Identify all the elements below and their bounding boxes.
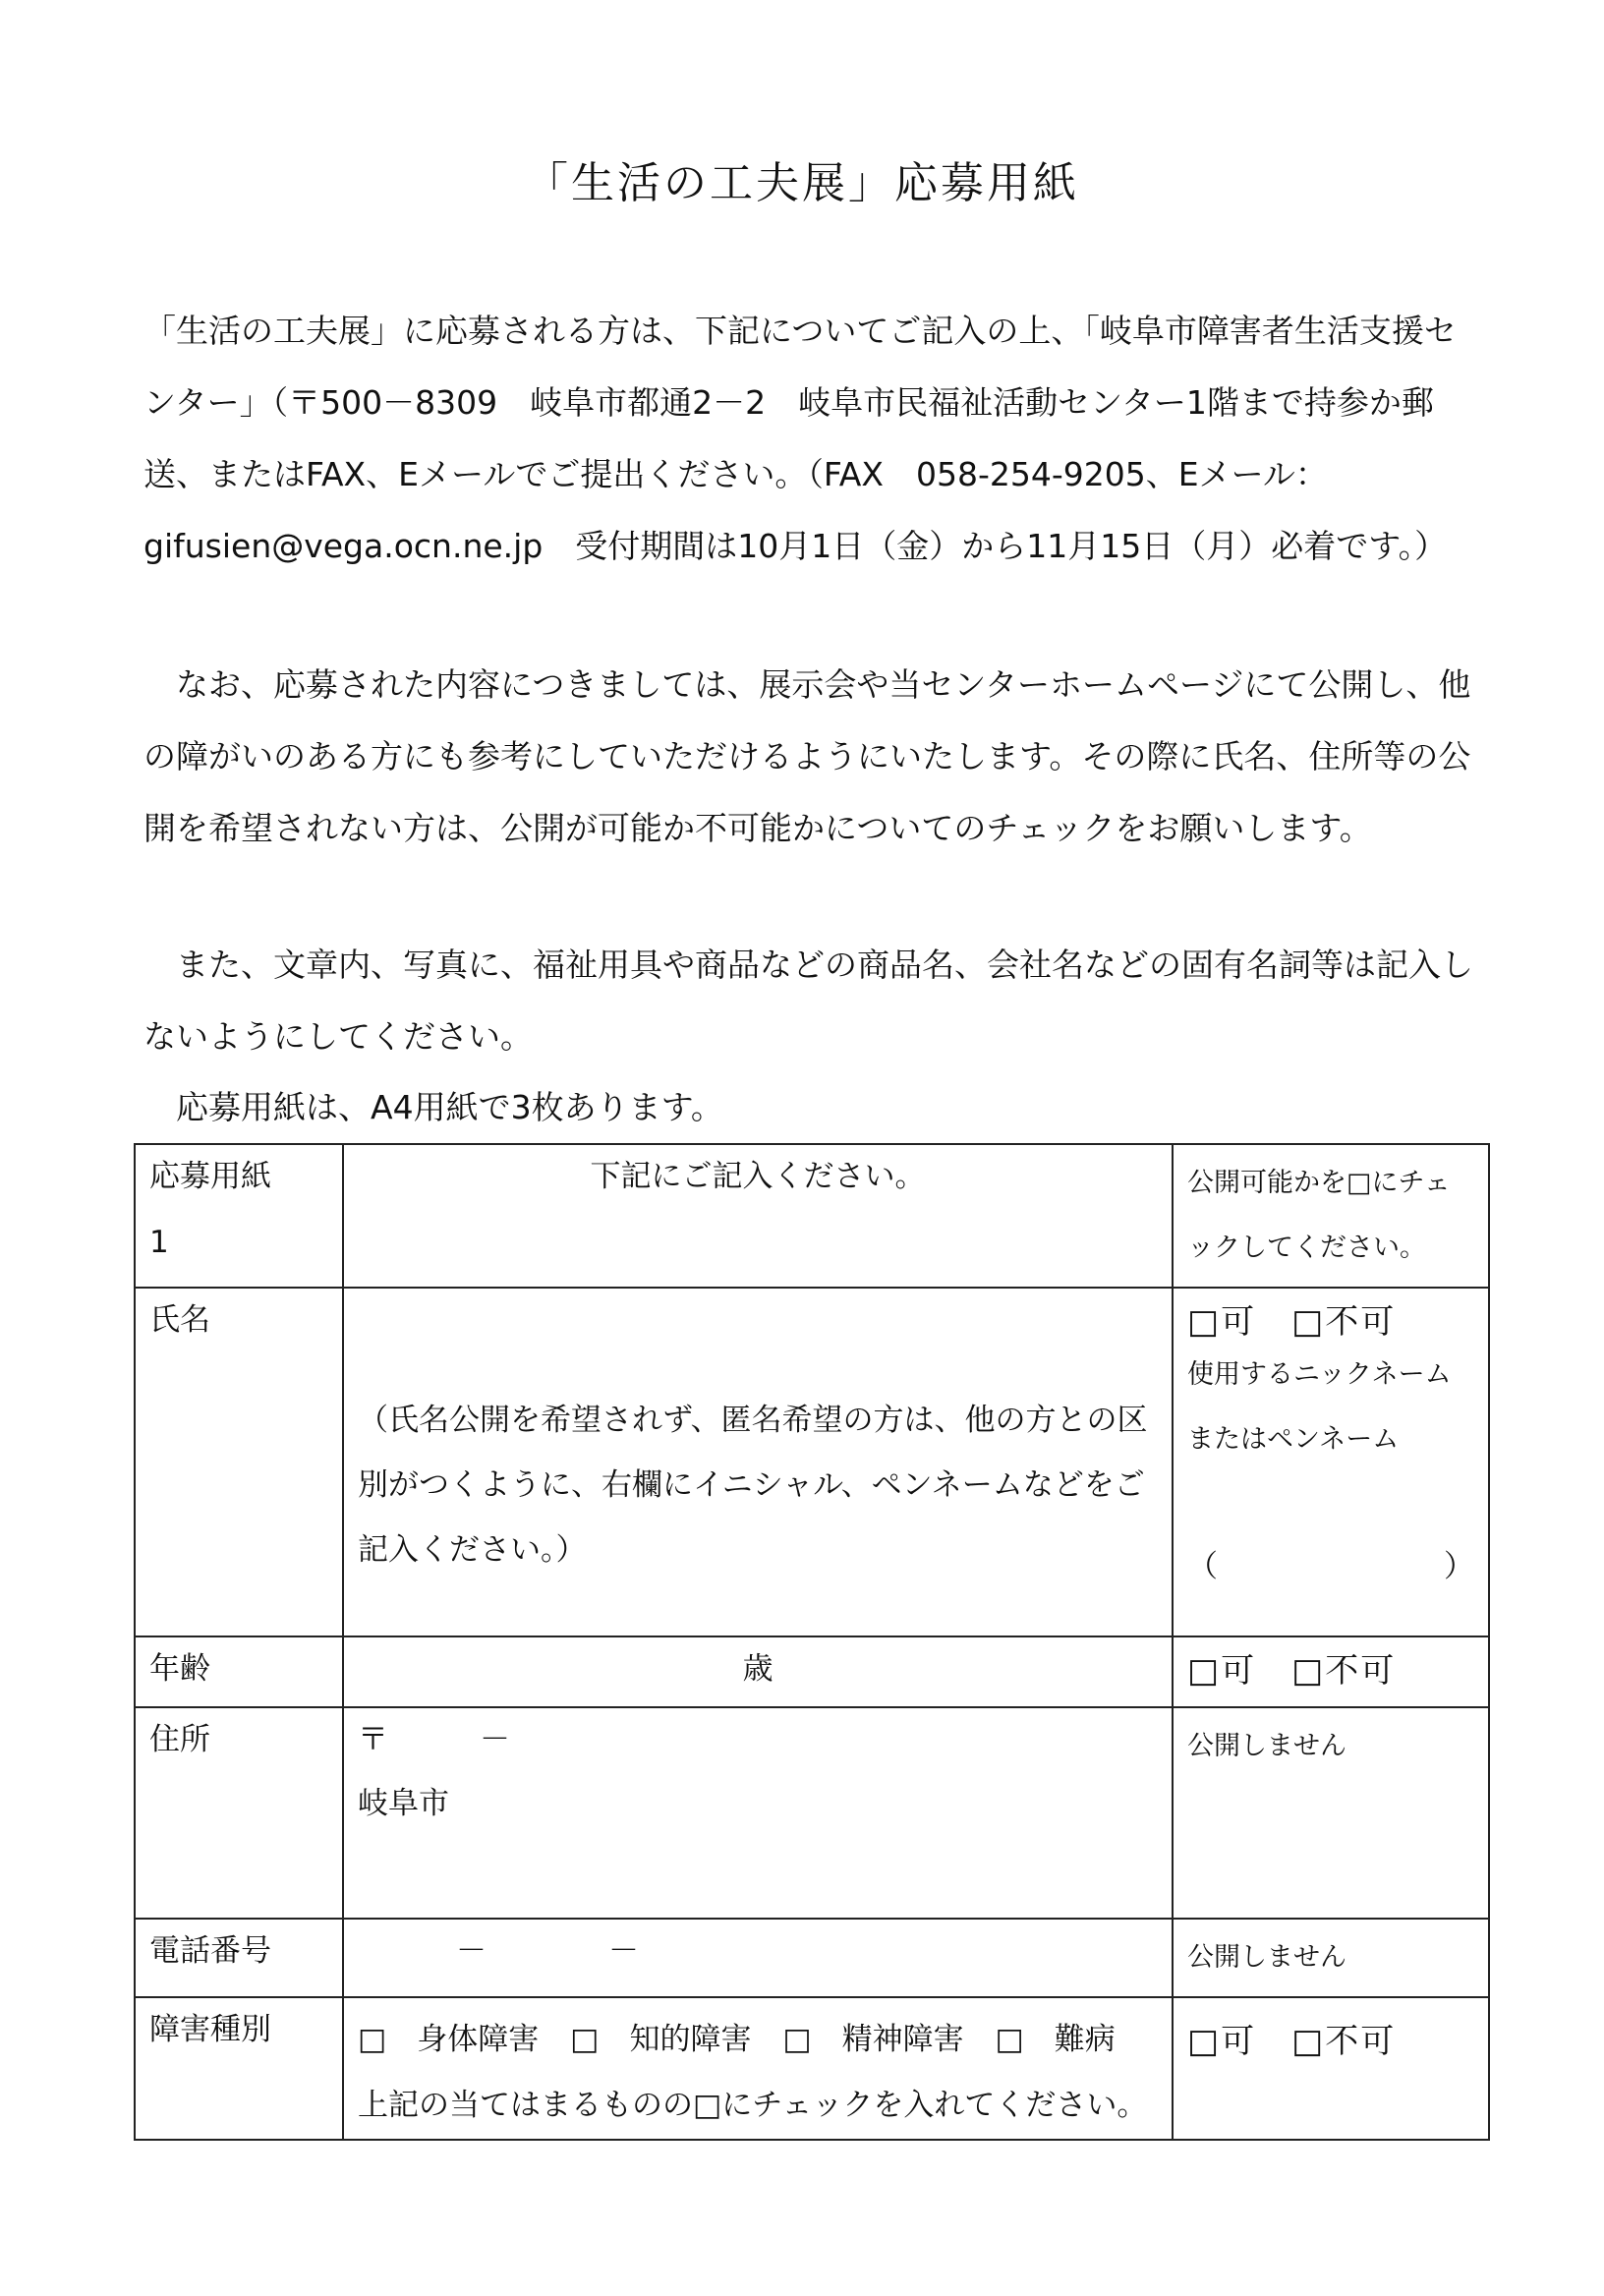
header-row [135,1144,1489,1288]
address-label: 住所 [149,1722,210,1757]
mental-disability-checkbox[interactable]: □ 精神障害 [782,2022,964,2057]
name-label-cell [135,1288,343,1636]
phone-row [135,1919,1489,1997]
intellectual-disability-checkbox[interactable]: □ 知的障害 [570,2022,752,2057]
address-row [135,1707,1489,1919]
age-input-cell[interactable] [343,1636,1173,1707]
sheet-count-paragraph: 応募用紙は、A4用紙で3枚あります。 [176,1088,723,1126]
name-row [135,1288,1489,1636]
city-name: 岐阜市 [358,1786,449,1821]
disability-options-cell [343,1997,1173,2140]
header-label-cell [135,1144,343,1288]
form-title: 「生活の工夫展」応募用紙 [525,158,1079,208]
name-label: 氏名 [149,1302,210,1338]
name-check-cell [1173,1288,1489,1636]
age-row [135,1636,1489,1707]
intractable-disease-checkbox[interactable]: □ 難病 [995,2022,1116,2057]
physical-disability-checkbox[interactable]: □ 身体障害 [358,2022,540,2057]
age-unit: 歳 [742,1651,773,1687]
phone-label: 電話番号 [149,1933,271,1969]
phone-note-cell [1173,1919,1489,1997]
nickname-field[interactable] [1187,1541,1474,1585]
proper-noun-paragraph: また、文章内、写真に、福祉用具や商品などの商品名、会社名などの固有名詞等は記入しないようにしてください。 [143,946,1473,1056]
header-check-instruction: 公開可能かを□にチェックしてください。 [1187,1168,1451,1263]
disability-label: 障害種別 [149,2012,271,2047]
address-note-cell [1173,1707,1489,1919]
name-public-checkbox[interactable]: □可 □不可 [1187,1302,1397,1342]
disability-instruction: 上記の当てはまるものの□にチェックを入れてください。 [358,2088,1148,2123]
disability-public-checkbox[interactable]: □可 □不可 [1187,2022,1397,2061]
age-label: 年齢 [149,1651,210,1687]
form-number: 1 [149,1225,169,1260]
nickname-paren-open: （ [1187,1549,1218,1584]
phone-field[interactable]: － － [456,1933,639,1969]
address-input-cell[interactable] [343,1707,1173,1919]
publication-paragraph: なお、応募された内容につきましては、展示会や当センターホームページにて公開し、他の障がいのある方にも参考にしていただけるようにいたします。その際に氏名、住所等の公開を希望されない方は、公開が可能か不可能かについてのチェックをお願いします。 [143,665,1471,847]
name-input-cell[interactable] [343,1288,1173,1636]
intro-paragraph: 「生活の工夫展」に応募される方は、下記についてご記入の上、「岐阜市障害者生活支援センター」（〒500－8309 岐阜市都通2－2 岐阜市民福祉活動センター1階まで持参か郵送、またはFAX、Eメールでご提出ください。（FAX 058-254-9205、Eメール：gifusien@vega.ocn.ne.jp 受付期間は10月1日（金）から11月15日（月）必着です。） [143,312,1457,565]
phone-not-public: 公開しません [1187,1942,1346,1973]
phone-label-cell [135,1919,343,1997]
address-not-public: 公開しません [1187,1731,1346,1761]
age-public-checkbox[interactable]: □可 □不可 [1187,1651,1397,1691]
header-check-cell [1173,1144,1489,1288]
nickname-paren-close: ） [1444,1549,1474,1584]
disability-check-cell [1173,1997,1489,2140]
postal-code-field[interactable]: 〒 － [358,1722,510,1757]
disability-label-cell [135,1997,343,2140]
header-instruction: 下記にご記入ください。 [590,1159,926,1194]
address-label-cell [135,1707,343,1919]
form-label: 応募用紙 [149,1159,271,1194]
application-form-table [134,1143,1490,2141]
nickname-label: 使用するニックネームまたはペンネーム [1187,1359,1452,1455]
age-label-cell [135,1636,343,1707]
name-anonymity-note: （氏名公開を希望されず、匿名希望の方は、他の方との区別がつくように、右欄にイニシャル、ペンネームなどをご記入ください。） [358,1403,1148,1568]
phone-input-cell[interactable] [343,1919,1173,1997]
header-instruction-cell [343,1144,1173,1288]
disability-row [135,1997,1489,2140]
age-check-cell [1173,1636,1489,1707]
